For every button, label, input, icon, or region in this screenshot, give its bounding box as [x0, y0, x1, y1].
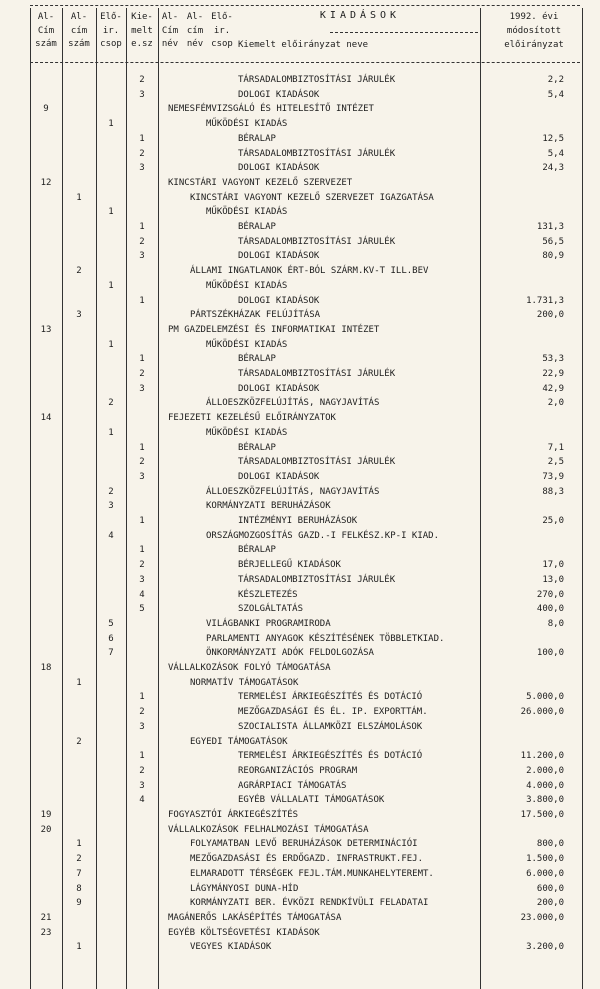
code-c3: 1	[108, 207, 114, 218]
item-name: ÁLLOESZKÖZFELÚJÍTÁS, NAGYJAVÍTÁS	[206, 398, 380, 409]
code-c2: 2	[76, 854, 82, 865]
item-name: TÁRSADALOMBIZTOSÍTÁSI JÁRULÉK	[238, 75, 396, 85]
item-amount: 100,0	[536, 648, 564, 659]
table-row	[0, 308, 600, 323]
table-row	[0, 690, 600, 705]
table-title: KIADÁSOK	[319, 10, 401, 21]
header-text: ir.	[213, 25, 231, 36]
code-c4: 3	[139, 89, 145, 100]
code-c2: 1	[76, 677, 82, 688]
table-row	[0, 117, 600, 132]
table-row	[0, 720, 600, 735]
code-c1: 23	[40, 927, 52, 938]
table-row	[0, 896, 600, 911]
table-row	[0, 161, 600, 176]
code-c4: 3	[139, 471, 145, 482]
item-name: FOLYAMATBAN LEVŐ BERUHÁZÁSOK DETERMINÁCIÓI	[190, 839, 418, 850]
amount-header	[484, 10, 584, 52]
item-name: TÁRSADALOMBIZTOSÍTÁSI JÁRULÉK	[238, 457, 396, 468]
code-c4: 3	[139, 574, 145, 585]
item-amount: 400,0	[536, 604, 564, 615]
item-name: BÉRJELLEGŰ KIADÁSOK	[238, 560, 341, 571]
header-col5	[158, 10, 182, 51]
table-row	[0, 426, 600, 441]
item-amount: 88,3	[542, 486, 564, 497]
header-col1	[30, 10, 62, 51]
code-c4: 2	[139, 148, 145, 159]
header-text: Elő-	[211, 12, 233, 22]
code-c1: 14	[40, 413, 52, 424]
item-name: DOLOGI KIADÁSOK	[238, 295, 320, 306]
code-c3: 1	[108, 427, 114, 438]
header-text: Al-	[161, 12, 179, 22]
item-name: NORMATÍV TÁMOGATÁSOK	[190, 677, 299, 688]
item-name: TERMELÉSI ÁRKIEGÉSZÍTÉS ÉS DOTÁCIÓ	[238, 692, 423, 703]
item-amount: 5.000,0	[526, 692, 564, 703]
item-name: DOLOGI KIADÁSOK	[238, 89, 320, 100]
item-name: INTÉZMÉNYI BERUHÁZÁSOK	[238, 516, 358, 526]
code-c3: 5	[108, 618, 114, 629]
table-row	[0, 779, 600, 794]
code-c1: 12	[40, 177, 52, 188]
table-row	[0, 220, 600, 235]
code-c4: 1	[139, 751, 145, 762]
table-row	[0, 705, 600, 720]
item-amount: 25,0	[542, 516, 564, 526]
code-c4: 1	[139, 545, 145, 556]
table-row	[0, 764, 600, 779]
item-name: BÉRALAP	[238, 442, 276, 453]
table-row	[0, 823, 600, 838]
item-name: FEJEZETI KEZELÉSŰ ELŐIRÁNYZATOK	[168, 413, 336, 424]
item-name: KORMÁNYZATI BERUHÁZÁSOK	[206, 501, 331, 512]
table-row	[0, 573, 600, 588]
item-name: REORGANIZÁCIÓS PROGRAM	[238, 765, 358, 776]
table-row	[0, 338, 600, 353]
item-amount: 6.000,0	[526, 868, 564, 879]
item-name: KORMÁNYZATI BER. ÉVKÖZI RENDKÍVÜLI FELADATAI	[190, 898, 429, 909]
code-c2: 1	[76, 942, 82, 953]
code-c4: 2	[139, 457, 145, 468]
item-name: EGYÉB KÖLTSÉGVETÉSI KIADÁSOK	[168, 927, 320, 938]
header-text: csop	[100, 39, 122, 49]
item-name: ELMARADOTT TÉRSÉGEK FEJL.TÁM.MUNKAHELYTEREMT.	[190, 868, 434, 879]
header-col7	[208, 10, 236, 51]
table-row	[0, 294, 600, 309]
header-text: Kie-	[131, 12, 153, 22]
table-row	[0, 632, 600, 647]
table-row	[0, 249, 600, 264]
amount-header-text: előirányzat	[504, 40, 564, 50]
code-c2: 1	[76, 192, 82, 203]
item-amount: 3.200,0	[526, 942, 564, 953]
item-amount: 56,5	[542, 236, 564, 247]
item-amount: 17,0	[542, 560, 564, 571]
item-name: MŰKÖDÉSI KIADÁS	[206, 427, 288, 438]
item-name: TERMELÉSI ÁRKIEGÉSZÍTÉS ÉS DOTÁCIÓ	[238, 751, 423, 762]
table-row	[0, 455, 600, 470]
code-c3: 1	[108, 280, 114, 291]
table-row	[0, 749, 600, 764]
item-amount: 4.000,0	[526, 780, 564, 791]
table-row	[0, 470, 600, 485]
code-c1: 19	[40, 810, 52, 820]
item-name: PM GAZDELEMZÉSI ÉS INFORMATIKAI INTÉZET	[168, 324, 380, 335]
code-c4: 2	[139, 75, 145, 85]
code-c2: 7	[76, 868, 82, 879]
header-text: Al-	[70, 12, 88, 22]
item-name: MŰKÖDÉSI KIADÁS	[206, 207, 288, 218]
table-row	[0, 88, 600, 103]
code-c4: 4	[139, 589, 145, 600]
code-c3: 3	[108, 501, 114, 512]
item-name: BÉRALAP	[238, 354, 276, 365]
table-row	[0, 441, 600, 456]
code-c3: 2	[108, 486, 114, 497]
item-name: NEMESFÉMVIZSGÁLÓ ÉS HITELESÍTŐ INTÉZET	[168, 104, 374, 115]
item-amount: 131,3	[536, 222, 564, 232]
code-c4: 2	[139, 560, 145, 571]
code-c4: 2	[139, 369, 145, 379]
table-row	[0, 529, 600, 544]
table-row	[0, 323, 600, 338]
table-row	[0, 132, 600, 147]
item-amount: 5,4	[547, 89, 564, 100]
table-row	[0, 808, 600, 823]
item-name: BÉRALAP	[238, 545, 276, 556]
header-text: Cím	[37, 25, 55, 36]
item-name: VÁLLALKOZÁSOK FOLYÓ TÁMOGATÁSA	[168, 663, 331, 673]
code-c4: 4	[139, 795, 145, 806]
header-col3	[96, 10, 126, 51]
item-name: PARLAMENTI ANYAGOK KÉSZÍTÉSÉNEK TÖBBLETKIAD.	[206, 633, 445, 644]
item-name: MEZŐGAZDASÁGI ÉS ÉL. IP. EXPORTTÁM.	[238, 707, 428, 718]
table-row	[0, 617, 600, 632]
table-row	[0, 911, 600, 926]
item-amount: 42,9	[542, 383, 564, 394]
item-amount: 800,0	[536, 839, 564, 850]
item-amount: 13,0	[542, 574, 564, 585]
item-name: MŰKÖDÉSI KIADÁS	[206, 280, 288, 291]
code-c2: 2	[76, 266, 82, 277]
item-name: TÁRSADALOMBIZTOSÍTÁSI JÁRULÉK	[238, 369, 396, 379]
item-name: SZOLGÁLTATÁS	[238, 604, 304, 615]
header-col6	[182, 10, 208, 51]
item-name: KINCSTÁRI VAGYONT KEZELŐ SZERVEZET	[168, 177, 353, 188]
table-row	[0, 676, 600, 691]
table-row	[0, 735, 600, 750]
table-row	[0, 279, 600, 294]
table-row	[0, 882, 600, 897]
item-name: MŰKÖDÉSI KIADÁS	[206, 119, 288, 130]
code-c4: 3	[139, 721, 145, 732]
header-text: név	[161, 39, 179, 49]
item-name: DOLOGI KIADÁSOK	[238, 471, 320, 482]
code-c4: 2	[139, 707, 145, 718]
table-row	[0, 352, 600, 367]
table-row	[0, 147, 600, 162]
code-c4: 1	[139, 692, 145, 703]
item-name: KÉSZLETEZÉS	[238, 589, 298, 600]
table-row	[0, 485, 600, 500]
item-amount: 600,0	[536, 883, 564, 894]
header-text: szám	[35, 39, 57, 49]
code-c2: 3	[76, 310, 82, 321]
item-amount: 26.000,0	[520, 707, 564, 718]
item-name: TÁRSADALOMBIZTOSÍTÁSI JÁRULÉK	[238, 148, 396, 159]
code-c4: 2	[139, 765, 145, 776]
header-text: név	[186, 39, 204, 49]
table-row	[0, 176, 600, 191]
code-c1: 13	[40, 324, 52, 335]
table-row	[0, 514, 600, 529]
code-c4: 5	[139, 604, 145, 615]
amount-header-text: 1992. évi	[509, 12, 559, 22]
code-c4: 1	[139, 133, 145, 144]
item-amount: 2,0	[547, 398, 564, 409]
header-text: e.sz	[131, 39, 153, 49]
item-amount: 1.731,3	[526, 295, 564, 306]
code-c4: 1	[139, 354, 145, 365]
table-row	[0, 837, 600, 852]
top-rule	[30, 5, 580, 6]
item-name: ÖNKORMÁNYZATI ADÓK FELDOLGOZÁSA	[206, 648, 374, 659]
table-row	[0, 499, 600, 514]
table-row	[0, 191, 600, 206]
item-name: BÉRALAP	[238, 222, 276, 232]
code-c2: 8	[76, 883, 82, 894]
item-name: VILÁGBANKI PROGRAMIRODA	[206, 618, 331, 629]
item-name: DOLOGI KIADÁSOK	[238, 163, 320, 174]
header-text: Al-	[37, 12, 55, 22]
table-row	[0, 940, 600, 955]
table-row	[0, 793, 600, 808]
table-row	[0, 396, 600, 411]
item-amount: 11.200,0	[520, 751, 564, 762]
item-amount: 7,1	[547, 442, 564, 453]
code-c1: 21	[40, 912, 52, 923]
item-amount: 2,5	[547, 457, 564, 468]
item-name: MAGÁNERŐS LAKÁSÉPÍTÉS TÁMOGATÁSA	[168, 912, 342, 923]
item-name: TÁRSADALOMBIZTOSÍTÁSI JÁRULÉK	[238, 574, 396, 585]
code-c4: 3	[139, 163, 145, 174]
code-c3: 1	[108, 339, 114, 350]
code-c3: 7	[108, 648, 114, 659]
item-amount: 17.500,0	[520, 810, 564, 820]
code-c1: 20	[40, 824, 52, 835]
item-name: BÉRALAP	[238, 133, 276, 144]
item-name: EGYEDI TÁMOGATÁSOK	[190, 736, 288, 747]
item-name: FOGYASZTÓI ÁRKIEGÉSZÍTÉS	[168, 810, 299, 820]
subtitle-rule	[330, 32, 478, 33]
item-name: ORSZÁGMOZGOSÍTÁS GAZD.-I FELKÉSZ.KP-I KIAD.	[206, 530, 439, 541]
header-text: ir.	[102, 25, 120, 36]
item-name: PÁRTSZÉKHÁZAK FELÚJÍTÁSA	[190, 310, 321, 321]
code-c3: 6	[108, 633, 114, 644]
code-c4: 2	[139, 236, 145, 247]
code-c4: 1	[139, 295, 145, 306]
table-row	[0, 205, 600, 220]
item-name: EGYÉB VÁLLALATI TÁMOGATÁSOK	[238, 795, 385, 806]
item-amount: 5,4	[547, 148, 564, 159]
item-name: MEZŐGAZDASÁSI ÉS ERDŐGAZD. INFRASTRUKT.FEJ.	[190, 854, 423, 865]
table-row	[0, 367, 600, 382]
item-amount: 12,5	[542, 133, 564, 144]
code-c2: 9	[76, 898, 82, 909]
table-row	[0, 646, 600, 661]
code-c4: 3	[139, 383, 145, 394]
item-amount: 24,3	[542, 163, 564, 174]
table-row	[0, 264, 600, 279]
table-subtitle: Kiemelt előirányzat neve	[238, 40, 369, 50]
code-c4: 1	[139, 516, 145, 526]
item-amount: 53,3	[542, 354, 564, 365]
table-row	[0, 926, 600, 941]
item-name: TÁRSADALOMBIZTOSÍTÁSI JÁRULÉK	[238, 236, 396, 247]
header-text: Al-	[186, 12, 204, 22]
item-amount: 2.000,0	[526, 765, 564, 776]
item-amount: 73,9	[542, 471, 564, 482]
code-c3: 1	[108, 119, 114, 130]
code-c3: 4	[108, 530, 114, 541]
code-c1: 18	[40, 663, 52, 673]
item-amount: 3.800,0	[526, 795, 564, 806]
table-row	[0, 558, 600, 573]
table-row	[0, 235, 600, 250]
header-text: Cím	[161, 25, 179, 36]
amount-header-text: módosított	[506, 26, 562, 36]
item-amount: 23.000,0	[520, 912, 564, 923]
item-amount: 1.500,0	[526, 854, 564, 865]
item-name: SZOCIALISTA ÁLLAMKÖZI ELSZÁMOLÁSOK	[238, 721, 423, 732]
item-name: DOLOGI KIADÁSOK	[238, 383, 320, 394]
item-amount: 8,0	[547, 618, 564, 629]
header-bottom-rule	[30, 62, 580, 63]
code-c4: 1	[139, 442, 145, 453]
item-amount: 22,9	[542, 369, 564, 379]
table-row	[0, 661, 600, 676]
table-row	[0, 411, 600, 426]
item-amount: 200,0	[536, 310, 564, 321]
header-text: szám	[68, 39, 90, 49]
code-c2: 2	[76, 736, 82, 747]
item-name: ÁLLOESZKÖZFELÚJÍTÁS, NAGYJAVÍTÁS	[206, 486, 380, 497]
header-text: cím	[186, 25, 204, 36]
table-row	[0, 852, 600, 867]
item-name: ÁLLAMI INGATLANOK ÉRT-BÓL SZÁRM.KV-T ILL.BEV	[190, 266, 429, 277]
item-name: MŰKÖDÉSI KIADÁS	[206, 339, 288, 350]
code-c4: 3	[139, 780, 145, 791]
item-amount: 270,0	[536, 589, 564, 600]
table-row	[0, 543, 600, 558]
code-c4: 1	[139, 222, 145, 232]
table-row	[0, 588, 600, 603]
item-name: DOLOGI KIADÁSOK	[238, 251, 320, 262]
table-row	[0, 73, 600, 88]
item-name: LÁGYMÁNYOSI DUNA-HÍD	[190, 883, 299, 894]
item-name: VÁLLALKOZÁSOK FELHALMOZÁSI TÁMOGATÁSA	[168, 824, 369, 835]
item-name: AGRÁRPIACI TÁMOGATÁS	[238, 780, 347, 791]
header-text: melt	[131, 25, 153, 36]
code-c2: 1	[76, 839, 82, 850]
header-text: Elő-	[100, 12, 122, 22]
table-row	[0, 867, 600, 882]
header-text: csop	[211, 39, 233, 49]
code-c3: 2	[108, 398, 114, 409]
table-row	[0, 102, 600, 117]
item-amount: 200,0	[536, 898, 564, 909]
item-amount: 2,2	[547, 75, 564, 85]
table-row	[0, 382, 600, 397]
header-text: cím	[70, 25, 88, 36]
item-amount: 80,9	[542, 251, 564, 262]
code-c4: 3	[139, 251, 145, 262]
item-name: VEGYES KIADÁSOK	[190, 942, 272, 953]
header-col4	[126, 10, 158, 51]
item-name: KINCSTÁRI VAGYONT KEZELŐ SZERVEZET IGAZGATÁSA	[190, 192, 434, 203]
header-col2	[62, 10, 96, 51]
code-c1: 9	[43, 104, 49, 115]
table-row	[0, 602, 600, 617]
